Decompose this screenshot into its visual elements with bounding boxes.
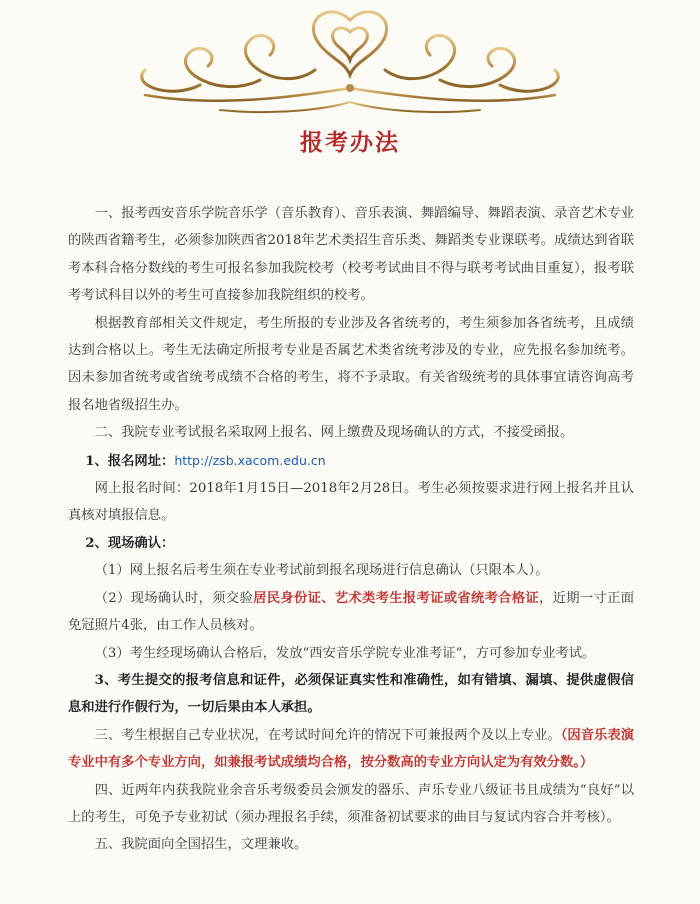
paragraph-multi-major [68, 722, 634, 777]
confirm-item-2 [68, 585, 634, 640]
website-link[interactable]: http://zsb.xacom.edu.cn [174, 452, 326, 468]
paragraph-exemption: 四、近两年内获我院业余音乐考级委员会颁发的器乐、声乐专业八级证书且成绩为“良好”以上的考生，可免予专业初试（须办理报名手续，须准备初试要求的曲目与复试内容合并考核）。 [68, 782, 634, 825]
confirm-item-2-post: ，近期一寸正面免冠照片4张，由工作人员核对。 [68, 590, 634, 634]
website-label: 1、报名网址： [85, 453, 175, 469]
header-ornament [0, 0, 700, 120]
registration-website [68, 447, 634, 475]
confirm-item-2-required-docs: 居民身份证、艺术类考生报考证或省统考合格证 [253, 590, 540, 606]
paragraph-2: 根据教育部相关文件规定，考生所报的专业涉及各省统考的，考生须参加各省统考，且成绩达到合格以上。考生无法确定所报考专业是否属艺术类省统考涉及的专业，应先报名参加统考。因未参加省统考或省统考成绩不合格的考生，将不予录取。有关省级统考的具体事宜请咨询高考报名地省级招生办。 [68, 315, 634, 413]
warning-notice: 3、考生提交的报考信息和证件，必须保证真实性和准确性，如有错填、漏填、提供虚假信息和进行作假行为，一切后果由本人承担。 [68, 672, 634, 716]
paragraph-registration-time: 网上报名时间：2018年1月15日—2018年2月28日。考生必须按要求进行网上报名并且认真核对填报信息。 [68, 481, 634, 524]
page-title: 报考办法 [300, 129, 400, 156]
document-body [68, 200, 634, 859]
multi-major-text: 三、考生根据自己专业状况，在考试时间允许的情况下可兼报两个及以上专业。 [94, 727, 561, 743]
multi-major-note: （因音乐表演专业中有多个专业方向，如兼报考试成绩均合格，按分数高的专业方向认定为有效分数。） [68, 727, 634, 771]
confirm-item-3: （3）考生经现场确认合格后，发放“西安音乐学院专业准考证”，方可参加专业考试。 [94, 645, 596, 661]
paragraph-1: 一、报考西安音乐学院音乐学（音乐教育）、音乐表演、舞蹈编导、舞蹈表演、录音艺术专业的陕西省籍考生，必须参加陕西省2018年艺术类招生音乐类、舞蹈类专业课联考。成绩达到省联考本科合格分数线的考生可报名参加我院校考（校考考试曲目不得与联考考试曲目重复），报考联考考试科目以外的考生可直接参加我院组织的校考。 [68, 206, 634, 304]
paragraph-nationwide: 五、我院面向全国招生，文理兼收。 [94, 837, 308, 853]
onsite-confirm-heading: 2、现场确认： [85, 535, 175, 551]
paragraph-3: 二、我院专业考试报名采取网上报名、网上缴费及现场确认的方式，不接受函报。 [94, 425, 574, 441]
confirm-item-1: （1）网上报名后考生须在专业考试前到报名现场进行信息确认（只限本人）。 [94, 563, 549, 579]
confirm-item-2-pre: （2）现场确认时，须交验 [94, 590, 254, 606]
